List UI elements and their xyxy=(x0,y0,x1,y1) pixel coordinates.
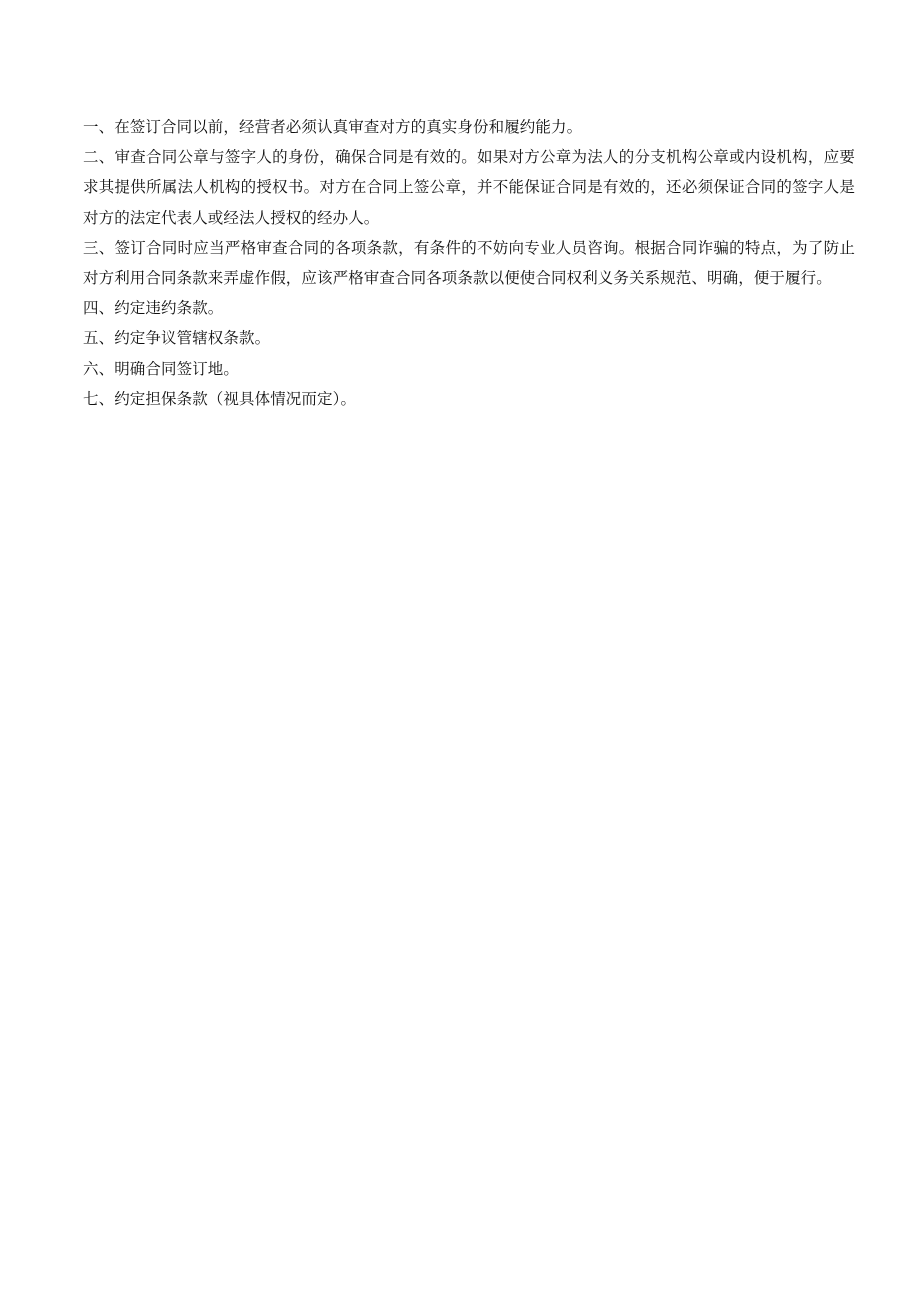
clause-7: 七、约定担保条款（视具体情况而定）。 xyxy=(83,389,357,408)
clause-1: 一、在签订合同以前，经营者必须认真审查对方的真实身份和履约能力。 xyxy=(83,118,583,136)
clause-5: 五、约定争议管辖权条款。 xyxy=(83,329,271,348)
document-body xyxy=(83,112,855,414)
clause-3: 三、签订合同时应当严格审查合同的各项条款，有条件的不妨向专业人员咨询。根据合同诈骗的特点，为了防止对方利用合同条款来弄虚作假，应该严格审查合同各项条款以便使合同权利义务关系规范、明确，便于履行。 xyxy=(83,238,855,288)
clause-6: 六、明确合同签订地。 xyxy=(83,359,240,378)
clause-2: 二、审查合同公章与签字人的身份，确保合同是有效的。如果对方公章为法人的分支机构公章或内设机构，应要求其提供所属法人机构的授权书。对方在合同上签公章，并不能保证合同是有效的，还必须保证合同的签字人是对方的法定代表人或经法人授权的经办人。 xyxy=(83,148,855,227)
clause-4: 四、约定违约条款。 xyxy=(83,299,224,318)
